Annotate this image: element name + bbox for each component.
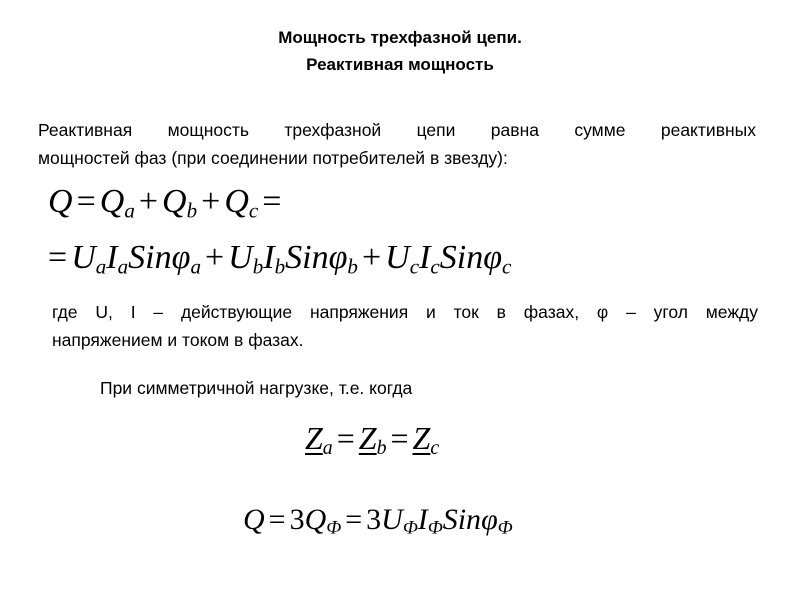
slide-title-line2: Реактивная мощность [306, 55, 494, 74]
intro-line1: Реактивная мощность трехфазной цепи равна сумме реактивных [38, 120, 756, 140]
intro-paragraph [38, 116, 756, 172]
formula-total-reactive-power: $Q = Q_a + Q_b + Q_c$ = [48, 183, 282, 223]
where-line2: напряжением и током в фазах. [52, 330, 304, 350]
where-paragraph [52, 298, 758, 354]
where-line1: где U, I – действующие напряжения и ток в фазах, φ – угол между [52, 302, 758, 322]
symmetric-load-text: При симметричной нагрузке, т.е. когда [100, 378, 413, 398]
slide-title-line1: Мощность трехфазной цепи. [278, 28, 522, 47]
formula-symmetric-reactive-power: $Q = 3Q_Ф = 3U_ФI_ФSin\varphi_Ф$ [243, 503, 513, 539]
formula-symmetric-impedance: $Z_a = Z_b = Z_c$ [305, 420, 440, 459]
formula-phase-sum: = $U_aI_aSin\varphi_a + U_bI_bSin\varphi_b + U_cI_cSin\varphi_c$ [48, 239, 512, 279]
intro-line2: мощностей фаз (при соединении потребителей в звезду): [38, 148, 508, 168]
